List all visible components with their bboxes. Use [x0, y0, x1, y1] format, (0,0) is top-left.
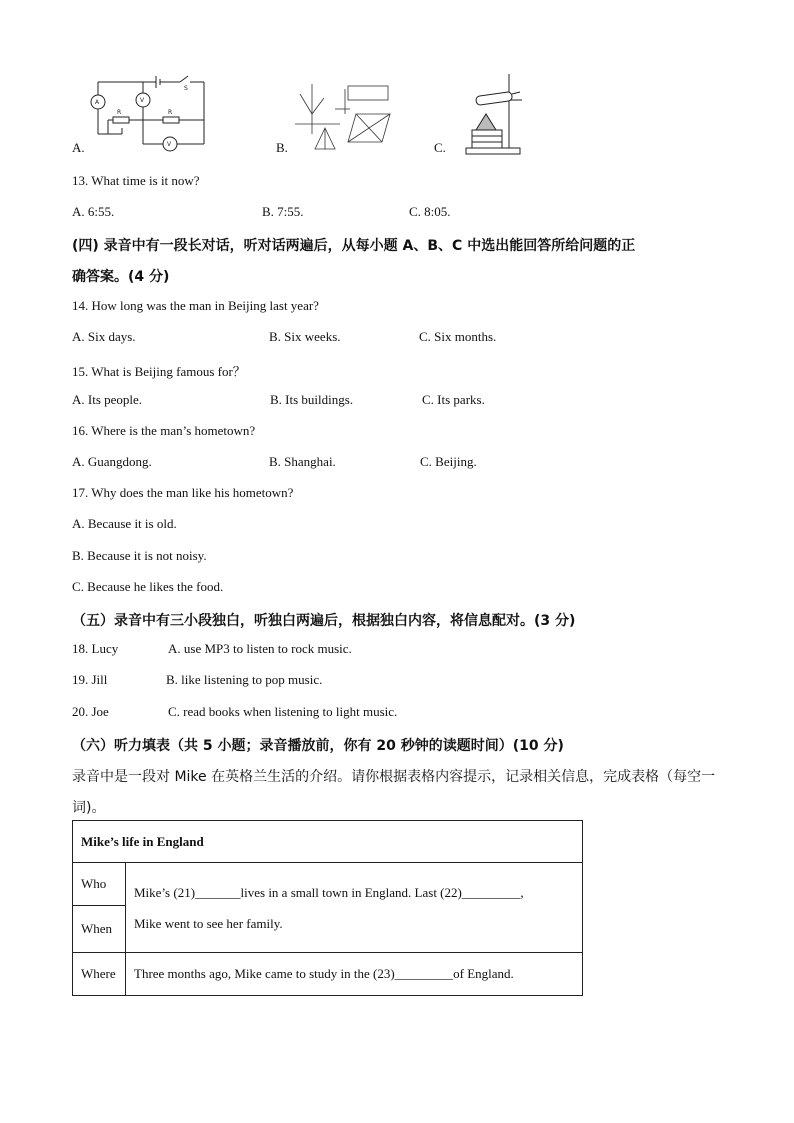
who-when-cell: [126, 863, 583, 953]
section-6-title: （六）听力填表（共 5 小题；录音播放前，你有 20 秒钟的读题时间）(10 分): [72, 738, 564, 754]
question-17: 17. Why does the man like his hometown?: [72, 485, 294, 500]
match-option-a: A. use MP3 to listen to rock music.: [168, 641, 352, 656]
svg-text:R: R: [117, 109, 122, 116]
question-15: 15. What is Beijing famous for？: [72, 364, 246, 379]
match-name-20: 20. Joe: [72, 704, 109, 719]
row-label-when: When: [73, 906, 126, 953]
svg-text:S: S: [184, 85, 188, 92]
section-6-intro-cont: 词)。: [72, 800, 106, 816]
figure-label-a: A.: [72, 140, 85, 155]
circuit-diagram: [88, 72, 213, 159]
option-14c: C. Six months.: [419, 329, 497, 344]
option-17a: A. Because it is old.: [72, 516, 177, 531]
option-17b: B. Because it is not noisy.: [72, 548, 207, 563]
option-17c: C. Because he likes the food.: [72, 579, 224, 594]
where-cell: Three months ago, Mike came to study in the (23)_________of England.: [126, 953, 583, 996]
match-option-c: C. read books when listening to light music.: [168, 704, 398, 719]
svg-text:A: A: [95, 99, 100, 106]
option-15c: C. Its parks.: [422, 392, 485, 407]
option-15a: A. Its people.: [72, 392, 143, 407]
match-name-19: 19. Jill: [72, 672, 108, 687]
question-16: 16. Where is the man’s hometown?: [72, 423, 256, 438]
svg-text:R: R: [168, 109, 173, 116]
mike-life-table: [72, 820, 583, 996]
lab-apparatus-figure: [462, 70, 524, 161]
row-label-who: Who: [73, 863, 126, 906]
option-16c: C. Beijing.: [420, 454, 477, 469]
figure-label-c: C.: [434, 140, 446, 155]
who-when-line-1: Mike’s (21)_______lives in a small town in England. Last (22)_________,: [134, 884, 524, 900]
section-4-title: (四) 录音中有一段长对话，听对话两遍后，从每小题 A、B、C 中选出能回答所给问题的正: [72, 238, 636, 254]
option-16a: A. Guangdong.: [72, 454, 152, 469]
who-when-line-2: Mike went to see her family.: [134, 915, 283, 931]
svg-text:V: V: [140, 97, 145, 104]
math-sketch-figure: [290, 84, 395, 159]
option-16b: B. Shanghai.: [269, 454, 336, 469]
match-name-18: 18. Lucy: [72, 641, 119, 656]
svg-text:V: V: [167, 141, 172, 148]
question-14: 14. How long was the man in Beijing last year?: [72, 298, 319, 313]
section-6-intro: 录音中是一段对 Mike 在英格兰生活的介绍。请你根据表格内容提示，记录相关信息，完成表格（每空一: [72, 769, 716, 785]
section-4-title-cont: 确答案。(4 分): [72, 269, 170, 285]
match-option-b: B. like listening to pop music.: [166, 672, 323, 687]
section-5-title: （五）录音中有三小段独白，听独白两遍后，根据独白内容，将信息配对。(3 分): [72, 613, 576, 629]
option-13b: B. 7:55.: [262, 204, 304, 219]
question-13: 13. What time is it now?: [72, 173, 200, 188]
row-label-where: Where: [73, 953, 126, 996]
figure-label-b: B.: [276, 140, 288, 155]
option-14a: A. Six days.: [72, 329, 136, 344]
table-title: Mike’s life in England: [73, 821, 583, 863]
option-14b: B. Six weeks.: [269, 329, 341, 344]
option-13a: A. 6:55.: [72, 204, 115, 219]
option-15b: B. Its buildings.: [270, 392, 354, 407]
option-13c: C. 8:05.: [409, 204, 451, 219]
